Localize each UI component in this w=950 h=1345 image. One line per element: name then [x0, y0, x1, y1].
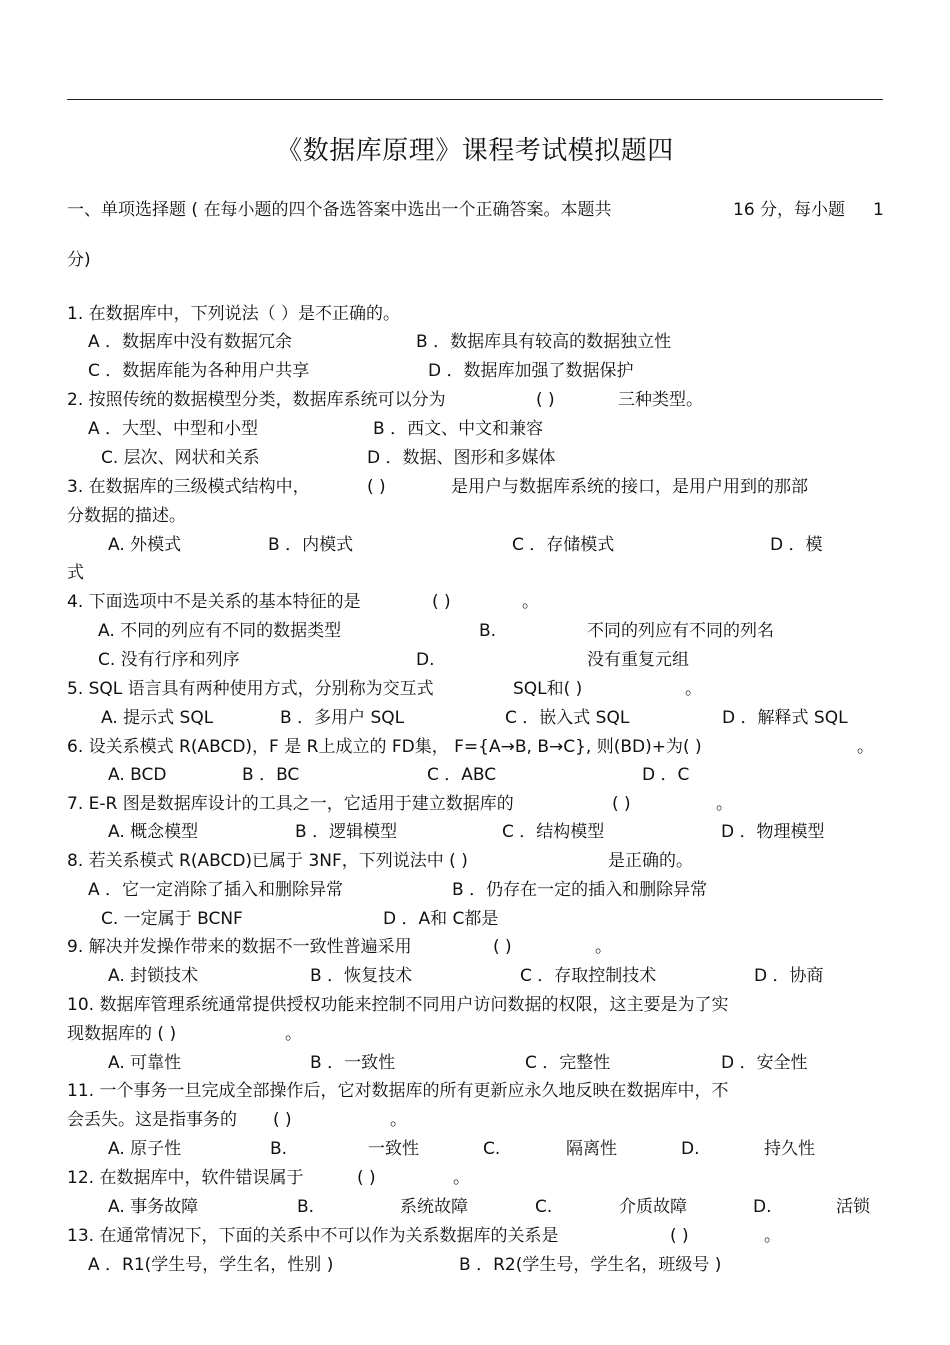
q6-stem: 6. 设关系模式 R(ABCD)，F 是 R上成立的 FD集， F={A→B, B→C}, 则(BD)+为( ): [67, 737, 702, 757]
q6-option-a: A. BCD: [108, 765, 167, 785]
q10-option-a: A. 可靠性: [108, 1053, 182, 1073]
q3-option-c: C ．存储模式: [512, 535, 615, 555]
q2-option-a: A ．大型、中型和小型: [88, 419, 259, 439]
q12-option-a: A. 事务故障: [108, 1197, 199, 1217]
q7-option-b: B ．逻辑模型: [295, 822, 398, 842]
q4-paren: ( ): [432, 592, 451, 612]
q1-option-c: C ．数据库能为各种用户共享: [88, 361, 310, 381]
q13-paren: ( ): [670, 1226, 689, 1246]
q8-option-c: C. 一定属于 BCNF: [101, 909, 243, 929]
q8-stem: 8. 若关系模式 R(ABCD)已属于 3NF，下列说法中 ( ): [67, 851, 468, 871]
q2-paren: ( ): [536, 390, 555, 410]
q3-paren: ( ): [367, 477, 386, 497]
q11-option-d: 持久性: [764, 1139, 815, 1159]
q11-tail: 。: [390, 1110, 407, 1130]
q3-tail: 是用户与数据库系统的接口，是用户用到的那部: [451, 477, 808, 497]
q9-stem: 9. 解决并发操作带来的数据不一致性普遍采用: [67, 937, 412, 957]
q5-option-a: A. 提示式 SQL: [101, 708, 214, 728]
q9-paren: ( ): [493, 937, 512, 957]
q8-tail: 是正确的。: [608, 851, 693, 871]
q9-option-a: A. 封锁技术: [108, 966, 199, 986]
q1-option-b: B ．数据库具有较高的数据独立性: [416, 332, 672, 352]
section-heading: 一、单项选择题 ( 在每小题的四个备选答案中选出一个正确答案。本题共: [67, 200, 612, 220]
q4-option-b-letter: B.: [479, 621, 497, 641]
q2-tail: 三种类型。: [618, 390, 703, 410]
q11-option-c: 隔离性: [566, 1139, 617, 1159]
q7-option-d: D ．物理模型: [721, 822, 825, 842]
q1-option-d: D ．数据库加强了数据保护: [428, 361, 634, 381]
q5-option-c: C ．嵌入式 SQL: [505, 708, 630, 728]
section-each: 1: [873, 200, 884, 220]
q4-stem: 4. 下面选项中不是关系的基本特征的是: [67, 592, 361, 612]
q6-option-b: B ．BC: [242, 765, 300, 785]
q11-paren: ( ): [273, 1110, 292, 1130]
q9-option-d: D ．协商: [754, 966, 824, 986]
q11-option-d-letter: D.: [681, 1139, 700, 1159]
q7-stem: 7. E-R 图是数据库设计的工具之一，它适用于建立数据库的: [67, 794, 514, 814]
q12-option-d: 活锁: [836, 1197, 870, 1217]
q4-option-b: 不同的列应有不同的列名: [587, 621, 774, 641]
q12-option-b-letter: B.: [297, 1197, 315, 1217]
q3-option-d-wrap: 式: [67, 563, 84, 583]
q10-option-c: C ．完整性: [525, 1053, 611, 1073]
q7-option-a: A. 概念模型: [108, 822, 199, 842]
q4-option-d-letter: D.: [416, 650, 435, 670]
q7-paren: ( ): [612, 794, 631, 814]
q4-option-a: A. 不同的列应有不同的数据类型: [98, 621, 342, 641]
q3-option-a: A. 外模式: [108, 535, 182, 555]
q13-option-b: B ．R2(学生号，学生名，班级号 ): [459, 1255, 722, 1275]
q3-option-d: D ．模: [770, 535, 823, 555]
q12-tail: 。: [453, 1168, 470, 1188]
q10-option-d: D ．安全性: [721, 1053, 808, 1073]
q10-option-b: B ．一致性: [310, 1053, 396, 1073]
q2-option-d: D ．数据、图形和多媒体: [367, 448, 556, 468]
q11-stem-cont: 会丢失。这是指事务的: [67, 1110, 237, 1130]
q11-option-a: A. 原子性: [108, 1139, 182, 1159]
q1-stem: 1. 在数据库中，下列说法（ ）是不正确的。: [67, 304, 401, 324]
q8-option-a: A ．它一定消除了插入和删除异常: [88, 880, 344, 900]
q8-option-d: D ．A和 C都是: [383, 909, 499, 929]
section-total: 16 分，每小题: [733, 200, 846, 220]
q11-option-b: 一致性: [368, 1139, 419, 1159]
q3-option-b: B ．内模式: [268, 535, 354, 555]
q1-option-a: A ．数据库中没有数据冗余: [88, 332, 293, 352]
q12-option-d-letter: D.: [753, 1197, 772, 1217]
q2-option-b: B ．西文、中文和兼容: [373, 419, 544, 439]
q9-option-b: B ．恢复技术: [310, 966, 413, 986]
q5-paren: SQL和( ): [513, 679, 583, 699]
q12-stem: 12. 在数据库中，软件错误属于: [67, 1168, 304, 1188]
q5-option-d: D ．解释式 SQL: [722, 708, 848, 728]
q12-option-c: 介质故障: [619, 1197, 687, 1217]
q10-tail: 。: [285, 1024, 302, 1044]
q4-option-d: 没有重复元组: [587, 650, 689, 670]
q12-option-c-letter: C.: [535, 1197, 553, 1217]
q10-stem-cont: 现数据库的 ( ): [67, 1024, 177, 1044]
q10-stem: 10. 数据库管理系统通常提供授权功能来控制不同用户访问数据的权限，这主要是为了实: [67, 995, 729, 1015]
q7-option-c: C ．结构模型: [502, 822, 605, 842]
q6-option-c: C ．ABC: [427, 765, 497, 785]
q6-option-d: D ．C: [642, 765, 690, 785]
q13-stem: 13. 在通常情况下，下面的关系中不可以作为关系数据库的关系是: [67, 1226, 559, 1246]
q11-option-c-letter: C.: [483, 1139, 501, 1159]
q11-stem: 11. 一个事务一旦完成全部操作后，它对数据库的所有更新应永久地反映在数据库中，不: [67, 1081, 729, 1101]
q12-option-b: 系统故障: [400, 1197, 468, 1217]
q9-tail: 。: [595, 937, 612, 957]
q5-option-b: B ．多用户 SQL: [280, 708, 405, 728]
q5-tail: 。: [685, 679, 702, 699]
q8-option-b: B ．仍存在一定的插入和删除异常: [452, 880, 708, 900]
q2-option-c: C. 层次、网状和关系: [101, 448, 260, 468]
q12-paren: ( ): [357, 1168, 376, 1188]
top-rule: [67, 99, 883, 100]
q3-stem: 3. 在数据库的三级模式结构中，: [67, 477, 310, 497]
section-heading-cont: 分): [67, 250, 91, 270]
page-title: 《数据库原理》课程考试模拟题四: [276, 136, 674, 166]
q2-stem: 2. 按照传统的数据模型分类，数据库系统可以分为: [67, 390, 446, 410]
q9-option-c: C ．存取控制技术: [520, 966, 657, 986]
q6-tail: 。: [857, 737, 874, 757]
q13-tail: 。: [764, 1226, 781, 1246]
q4-option-c: C. 没有行序和列序: [98, 650, 240, 670]
q7-tail: 。: [716, 794, 733, 814]
q3-stem-cont: 分数据的描述。: [67, 506, 186, 526]
q4-tail: 。: [522, 592, 539, 612]
q13-option-a: A ．R1(学生号，学生名，性别 ): [88, 1255, 334, 1275]
q11-option-b-letter: B.: [270, 1139, 288, 1159]
q5-stem: 5. SQL 语言具有两种使用方式，分别称为交互式: [67, 679, 434, 699]
